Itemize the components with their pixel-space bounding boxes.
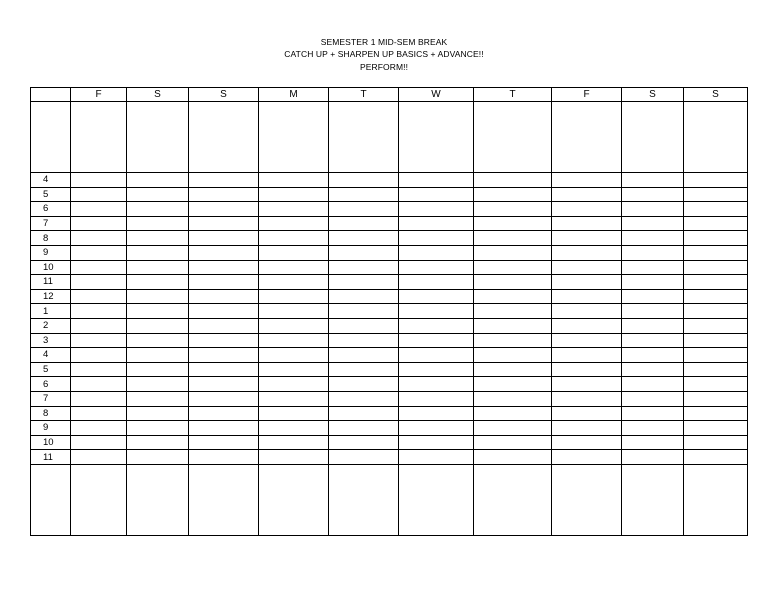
schedule-cell[interactable] [622, 289, 684, 304]
hour-row [31, 304, 748, 319]
schedule-cell[interactable] [552, 318, 622, 333]
schedule-cell[interactable] [684, 333, 748, 348]
schedule-cell[interactable] [189, 187, 259, 202]
schedule-cell[interactable] [329, 304, 399, 319]
schedule-cell[interactable] [71, 406, 127, 421]
schedule-cell[interactable] [399, 450, 474, 465]
schedule-cell[interactable] [474, 245, 552, 260]
schedule-cell[interactable] [71, 435, 127, 450]
schedule-cell[interactable] [259, 275, 329, 290]
schedule-cell[interactable] [622, 464, 684, 535]
schedule-cell[interactable] [399, 377, 474, 392]
schedule-cell[interactable] [684, 173, 748, 188]
schedule-cell[interactable] [329, 435, 399, 450]
schedule-cell[interactable] [684, 202, 748, 217]
schedule-cell[interactable] [684, 348, 748, 363]
schedule-cell[interactable] [622, 333, 684, 348]
schedule-cell[interactable] [189, 362, 259, 377]
schedule-cell[interactable] [474, 362, 552, 377]
schedule-cell[interactable] [127, 450, 189, 465]
schedule-cell[interactable] [399, 202, 474, 217]
schedule-cell[interactable] [329, 362, 399, 377]
schedule-cell[interactable] [189, 304, 259, 319]
schedule-cell[interactable] [552, 450, 622, 465]
schedule-cell[interactable] [71, 377, 127, 392]
schedule-cell[interactable] [329, 187, 399, 202]
hour-label: 9 [31, 245, 71, 260]
schedule-cell[interactable] [189, 289, 259, 304]
schedule-cell[interactable] [189, 406, 259, 421]
hour-label: 6 [31, 377, 71, 392]
schedule-cell[interactable] [474, 202, 552, 217]
hour-label: 4 [31, 348, 71, 363]
schedule-cell[interactable] [684, 435, 748, 450]
schedule-cell[interactable] [552, 362, 622, 377]
schedule-cell[interactable] [622, 275, 684, 290]
schedule-cell[interactable] [622, 187, 684, 202]
hour-label: 7 [31, 216, 71, 231]
schedule-cell[interactable] [329, 216, 399, 231]
schedule-cell[interactable] [552, 245, 622, 260]
schedule-cell[interactable] [474, 289, 552, 304]
schedule-cell[interactable] [552, 391, 622, 406]
schedule-cell[interactable] [552, 304, 622, 319]
schedule-cell[interactable] [259, 333, 329, 348]
schedule-cell[interactable] [329, 377, 399, 392]
schedule-cell[interactable] [127, 318, 189, 333]
hour-label: 5 [31, 362, 71, 377]
schedule-cell[interactable] [622, 245, 684, 260]
schedule-cell[interactable] [622, 260, 684, 275]
schedule-cell[interactable] [399, 275, 474, 290]
schedule-cell[interactable] [189, 435, 259, 450]
schedule-cell[interactable] [71, 187, 127, 202]
schedule-cell[interactable] [684, 231, 748, 246]
schedule-cell[interactable] [127, 362, 189, 377]
schedule-cell[interactable] [71, 275, 127, 290]
schedule-cell[interactable] [189, 216, 259, 231]
day-header: S [189, 88, 259, 102]
hour-row [31, 406, 748, 421]
day-header: S [127, 88, 189, 102]
schedule-cell[interactable] [684, 102, 748, 173]
schedule-cell[interactable] [399, 173, 474, 188]
schedule-cell[interactable] [329, 391, 399, 406]
schedule-cell[interactable] [622, 318, 684, 333]
schedule-cell[interactable] [189, 377, 259, 392]
schedule-cell[interactable] [474, 377, 552, 392]
schedule-cell[interactable] [71, 260, 127, 275]
schedule-title: SEMESTER 1 MID-SEM BREAK [320, 37, 448, 47]
schedule-cell[interactable] [71, 102, 127, 173]
schedule-cell[interactable] [399, 231, 474, 246]
schedule-cell[interactable] [71, 450, 127, 465]
schedule-cell[interactable] [399, 333, 474, 348]
schedule-cell[interactable] [127, 289, 189, 304]
schedule-cell[interactable] [329, 406, 399, 421]
schedule-cell[interactable] [684, 245, 748, 260]
schedule-cell[interactable] [399, 421, 474, 436]
schedule-cell[interactable] [189, 102, 259, 173]
schedule-cell[interactable] [71, 216, 127, 231]
schedule-cell[interactable] [552, 421, 622, 436]
hour-label: 1 [31, 304, 71, 319]
schedule-cell[interactable] [189, 464, 259, 535]
row-label-cell [31, 464, 71, 535]
schedule-cell[interactable] [259, 406, 329, 421]
schedule-cell[interactable] [259, 362, 329, 377]
schedule-cell[interactable] [189, 245, 259, 260]
hour-label: 11 [31, 450, 71, 465]
day-header: S [622, 88, 684, 102]
day-header: F [552, 88, 622, 102]
schedule-cell[interactable] [552, 348, 622, 363]
hour-row [31, 421, 748, 436]
hour-label: 5 [31, 187, 71, 202]
day-header: T [474, 88, 552, 102]
schedule-cell[interactable] [684, 304, 748, 319]
schedule-cell[interactable] [399, 406, 474, 421]
schedule-cell[interactable] [127, 202, 189, 217]
schedule-cell[interactable] [329, 260, 399, 275]
schedule-cell[interactable] [622, 362, 684, 377]
schedule-cell[interactable] [259, 187, 329, 202]
schedule-cell[interactable] [259, 173, 329, 188]
hour-label: 9 [31, 421, 71, 436]
schedule-cell[interactable] [474, 333, 552, 348]
hour-label: 8 [31, 231, 71, 246]
schedule-cell[interactable] [552, 333, 622, 348]
schedule-cell[interactable] [329, 275, 399, 290]
schedule-cell[interactable] [684, 318, 748, 333]
hour-row [31, 377, 748, 392]
schedule-cell[interactable] [71, 289, 127, 304]
schedule-cell[interactable] [399, 348, 474, 363]
schedule-cell[interactable] [399, 318, 474, 333]
schedule-cell[interactable] [622, 435, 684, 450]
schedule-cell[interactable] [399, 102, 474, 173]
schedule-cell[interactable] [622, 348, 684, 363]
schedule-cell[interactable] [622, 216, 684, 231]
schedule-cell[interactable] [552, 216, 622, 231]
schedule-cell[interactable] [684, 450, 748, 465]
schedule-cell[interactable] [622, 450, 684, 465]
schedule-cell[interactable] [71, 231, 127, 246]
schedule-cell[interactable] [329, 289, 399, 304]
schedule-cell[interactable] [259, 348, 329, 363]
schedule-cell[interactable] [684, 406, 748, 421]
corner-cell [31, 88, 71, 102]
morning-notes-row [31, 102, 748, 173]
schedule-cell[interactable] [71, 318, 127, 333]
schedule-cell[interactable] [127, 304, 189, 319]
schedule-cell[interactable] [399, 245, 474, 260]
schedule-cell[interactable] [259, 216, 329, 231]
schedule-cell[interactable] [622, 377, 684, 392]
hour-row [31, 450, 748, 465]
schedule-cell[interactable] [684, 216, 748, 231]
schedule-cell[interactable] [399, 289, 474, 304]
schedule-cell[interactable] [684, 421, 748, 436]
schedule-cell[interactable] [329, 173, 399, 188]
schedule-cell[interactable] [71, 464, 127, 535]
hour-row [31, 260, 748, 275]
hour-row [31, 245, 748, 260]
schedule-cell[interactable] [552, 231, 622, 246]
schedule-cell[interactable] [259, 391, 329, 406]
schedule-cell[interactable] [474, 391, 552, 406]
schedule-cell[interactable] [622, 304, 684, 319]
schedule-cell[interactable] [71, 391, 127, 406]
schedule-cell[interactable] [189, 202, 259, 217]
schedule-cell[interactable] [474, 464, 552, 535]
hour-label: 3 [31, 333, 71, 348]
schedule-cell[interactable] [474, 260, 552, 275]
schedule-cell[interactable] [399, 391, 474, 406]
hour-label: 12 [31, 289, 71, 304]
schedule-cell[interactable] [127, 216, 189, 231]
schedule-cell[interactable] [189, 173, 259, 188]
schedule-cell[interactable] [71, 173, 127, 188]
schedule-cell[interactable] [127, 231, 189, 246]
day-header: M [259, 88, 329, 102]
schedule-cell[interactable] [474, 102, 552, 173]
schedule-cell[interactable] [552, 102, 622, 173]
schedule-cell[interactable] [127, 187, 189, 202]
hour-row [31, 231, 748, 246]
schedule-cell[interactable] [71, 421, 127, 436]
schedule-cell[interactable] [399, 435, 474, 450]
schedule-cell[interactable] [329, 421, 399, 436]
schedule-cell[interactable] [259, 377, 329, 392]
hour-row [31, 187, 748, 202]
hour-row [31, 275, 748, 290]
schedule-cell[interactable] [329, 245, 399, 260]
schedule-cell[interactable] [474, 421, 552, 436]
day-header-row [31, 88, 748, 102]
hour-row [31, 318, 748, 333]
schedule-cell[interactable] [259, 464, 329, 535]
schedule-cell[interactable] [259, 318, 329, 333]
schedule-cell[interactable] [259, 450, 329, 465]
schedule-cell[interactable] [329, 348, 399, 363]
hour-row [31, 173, 748, 188]
schedule-cell[interactable] [259, 102, 329, 173]
schedule-cell[interactable] [552, 406, 622, 421]
hour-row [31, 333, 748, 348]
schedule-cell[interactable] [329, 231, 399, 246]
schedule-cell[interactable] [474, 435, 552, 450]
schedule-cell[interactable] [622, 391, 684, 406]
schedule-cell[interactable] [189, 275, 259, 290]
hour-row [31, 202, 748, 217]
schedule-cell[interactable] [259, 435, 329, 450]
schedule-cell[interactable] [474, 304, 552, 319]
schedule-cell[interactable] [127, 435, 189, 450]
hour-label: 6 [31, 202, 71, 217]
schedule-cell[interactable] [189, 318, 259, 333]
schedule-cell[interactable] [474, 450, 552, 465]
schedule-cell[interactable] [399, 304, 474, 319]
schedule-cell[interactable] [552, 187, 622, 202]
schedule-cell[interactable] [552, 289, 622, 304]
schedule-cell[interactable] [127, 102, 189, 173]
schedule-cell[interactable] [71, 362, 127, 377]
schedule-cell[interactable] [259, 231, 329, 246]
schedule-cell[interactable] [127, 245, 189, 260]
schedule-cell[interactable] [259, 421, 329, 436]
hour-label: 10 [31, 260, 71, 275]
schedule-cell[interactable] [474, 406, 552, 421]
schedule-cell[interactable] [684, 377, 748, 392]
schedule-cell[interactable] [71, 348, 127, 363]
schedule-cell[interactable] [259, 304, 329, 319]
schedule-cell[interactable] [622, 231, 684, 246]
schedule-cell[interactable] [684, 275, 748, 290]
schedule-cell[interactable] [399, 464, 474, 535]
schedule-cell[interactable] [71, 245, 127, 260]
schedule-cell[interactable] [622, 102, 684, 173]
row-label-cell [31, 102, 71, 173]
schedule-cell[interactable] [189, 391, 259, 406]
schedule-cell[interactable] [71, 202, 127, 217]
schedule-cell[interactable] [189, 421, 259, 436]
schedule-cell[interactable] [329, 102, 399, 173]
schedule-cell[interactable] [684, 391, 748, 406]
schedule-cell[interactable] [552, 275, 622, 290]
schedule-cell[interactable] [399, 187, 474, 202]
schedule-cell[interactable] [127, 173, 189, 188]
schedule-cell[interactable] [684, 289, 748, 304]
hour-row [31, 348, 748, 363]
schedule-cell[interactable] [71, 333, 127, 348]
schedule-cell[interactable] [552, 173, 622, 188]
hour-row [31, 435, 748, 450]
schedule-cell[interactable] [329, 464, 399, 535]
schedule-cell[interactable] [189, 260, 259, 275]
schedule-cell[interactable] [189, 450, 259, 465]
hour-label: 8 [31, 406, 71, 421]
schedule-cell[interactable] [474, 187, 552, 202]
schedule-cell[interactable] [329, 450, 399, 465]
schedule-cell[interactable] [622, 202, 684, 217]
schedule-cell[interactable] [399, 216, 474, 231]
schedule-cell[interactable] [474, 318, 552, 333]
schedule-cell[interactable] [259, 202, 329, 217]
day-header: T [329, 88, 399, 102]
schedule-cell[interactable] [399, 260, 474, 275]
schedule-cell[interactable] [622, 406, 684, 421]
schedule-cell[interactable] [127, 464, 189, 535]
day-header: F [71, 88, 127, 102]
weekly-schedule-grid [30, 87, 748, 536]
schedule-cell[interactable] [127, 348, 189, 363]
schedule-cell[interactable] [399, 362, 474, 377]
hour-label: 7 [31, 391, 71, 406]
hour-row [31, 362, 748, 377]
hour-label: 10 [31, 435, 71, 450]
schedule-cell[interactable] [684, 187, 748, 202]
schedule-cell[interactable] [474, 173, 552, 188]
schedule-cell[interactable] [259, 245, 329, 260]
schedule-cell[interactable] [552, 377, 622, 392]
hour-label: 11 [31, 275, 71, 290]
schedule-cell[interactable] [127, 421, 189, 436]
hour-label: 2 [31, 318, 71, 333]
schedule-cell[interactable] [474, 275, 552, 290]
day-header: W [399, 88, 474, 102]
schedule-cell[interactable] [684, 362, 748, 377]
schedule-motto: PERFORM!! [359, 62, 409, 72]
schedule-cell[interactable] [127, 377, 189, 392]
schedule-cell[interactable] [127, 275, 189, 290]
schedule-cell[interactable] [189, 333, 259, 348]
schedule-cell[interactable] [259, 289, 329, 304]
schedule-cell[interactable] [474, 216, 552, 231]
schedule-cell[interactable] [127, 391, 189, 406]
schedule-cell[interactable] [329, 202, 399, 217]
schedule-subtitle: CATCH UP + SHARPEN UP BASICS + ADVANCE!! [284, 49, 484, 59]
schedule-cell[interactable] [127, 333, 189, 348]
schedule-cell[interactable] [622, 421, 684, 436]
evening-notes-row [31, 464, 748, 535]
schedule-cell[interactable] [552, 464, 622, 535]
hour-row [31, 391, 748, 406]
hour-row [31, 216, 748, 231]
schedule-cell[interactable] [474, 231, 552, 246]
schedule-cell[interactable] [71, 304, 127, 319]
schedule-cell[interactable] [552, 435, 622, 450]
schedule-cell[interactable] [684, 260, 748, 275]
schedule-cell[interactable] [474, 348, 552, 363]
schedule-cell[interactable] [189, 231, 259, 246]
schedule-cell[interactable] [684, 464, 748, 535]
schedule-cell[interactable] [552, 260, 622, 275]
schedule-cell[interactable] [189, 348, 259, 363]
schedule-cell[interactable] [127, 260, 189, 275]
schedule-cell[interactable] [622, 173, 684, 188]
hour-row [31, 289, 748, 304]
schedule-cell[interactable] [259, 260, 329, 275]
schedule-cell[interactable] [329, 318, 399, 333]
day-header: S [684, 88, 748, 102]
schedule-cell[interactable] [329, 333, 399, 348]
schedule-cell[interactable] [552, 202, 622, 217]
schedule-cell[interactable] [127, 406, 189, 421]
hour-label: 4 [31, 173, 71, 188]
